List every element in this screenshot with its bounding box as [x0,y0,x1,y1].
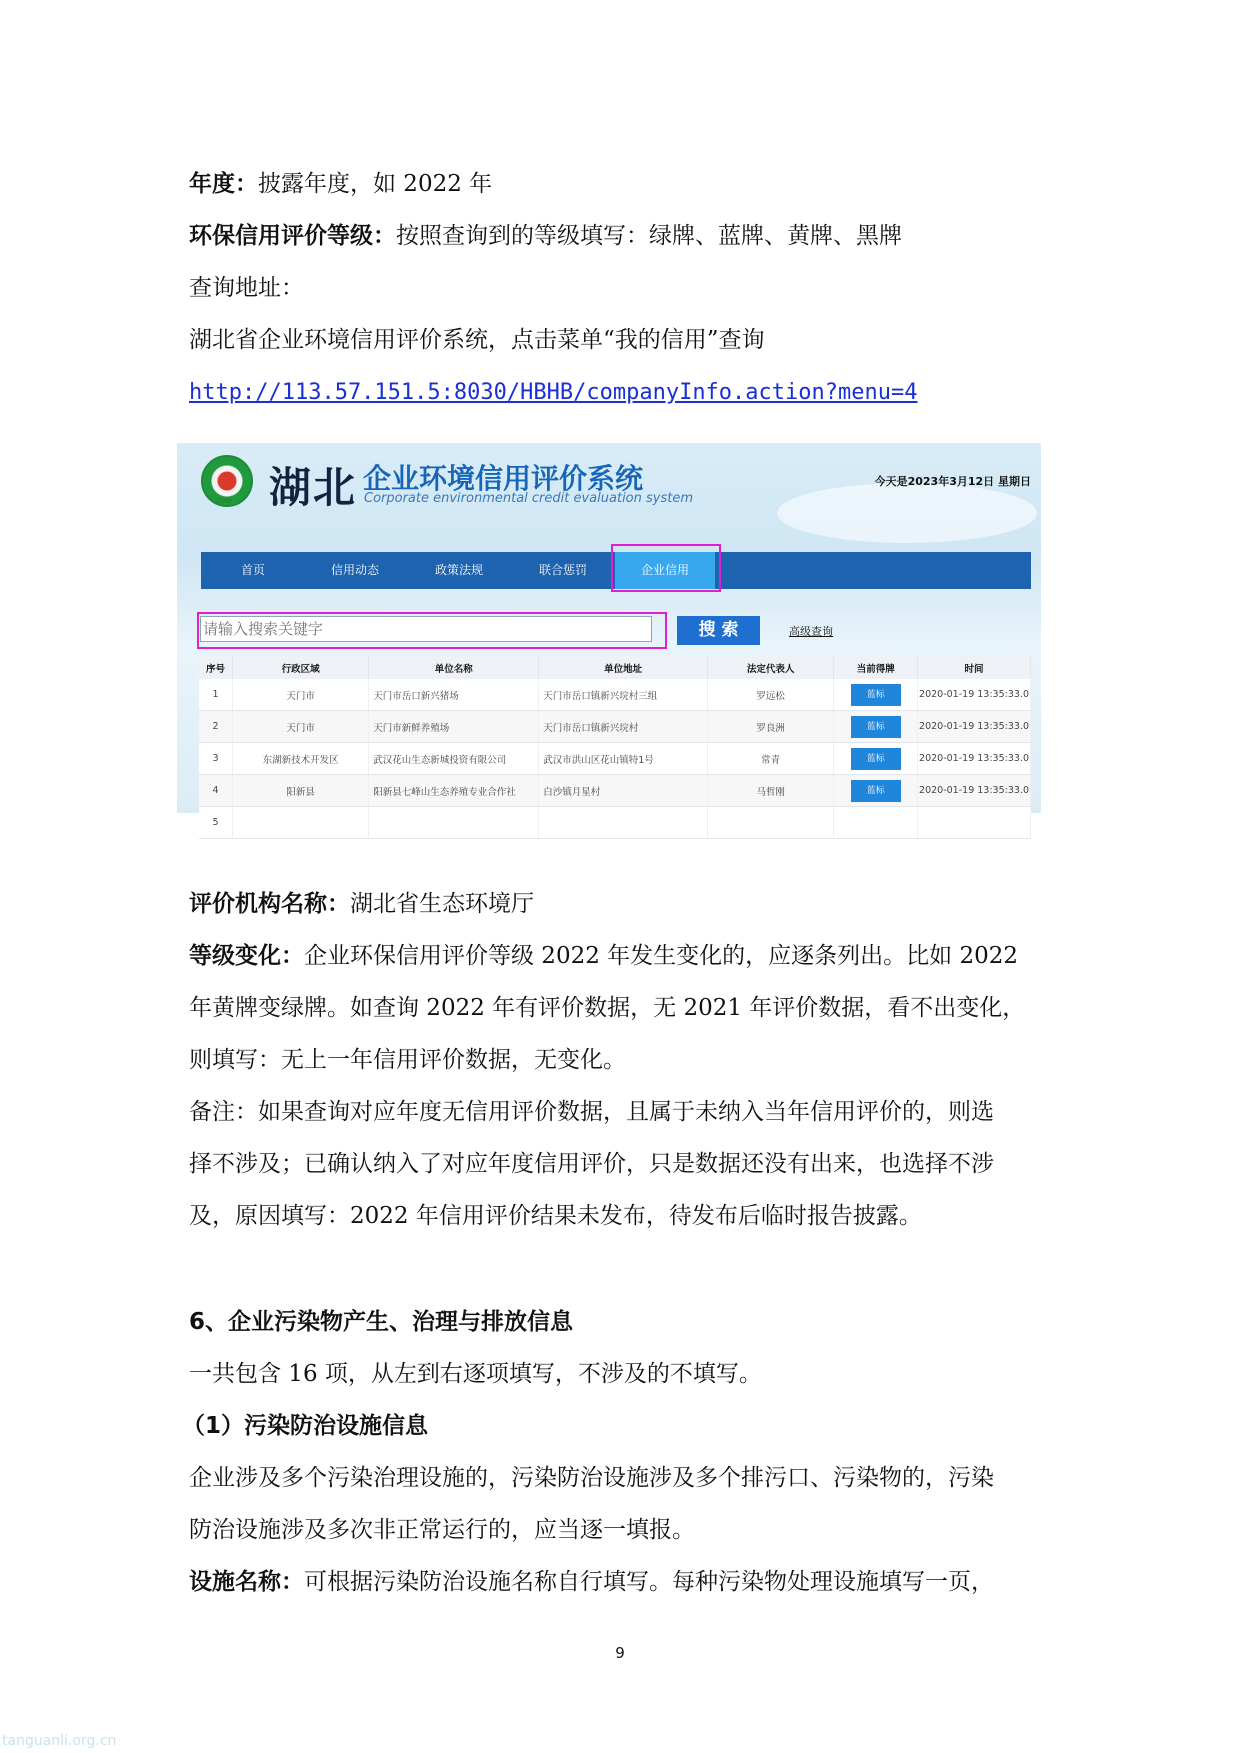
change-label: 等级变化： [189,943,304,969]
cloud-decoration [777,483,1037,543]
cell-region: 东湖新技术开发区 [232,743,368,775]
rating-line [189,221,1059,251]
advanced-search-link[interactable]: 高级查询 [789,625,833,638]
cell-company: 武汉花山生态新城投资有限公司 [369,743,539,775]
agency-line [189,889,1059,919]
table-row[interactable] [199,743,1031,775]
nav-enterprise-credit[interactable]: 企业信用 [615,552,715,589]
results-table [199,656,1031,839]
rating-text: 按照查询到的等级填写：绿牌、蓝牌、黄牌、黑牌 [396,223,902,249]
query-system-desc: 湖北省企业环境信用评价系统，点击菜单“我的信用”查询 [189,327,765,353]
section-6-heading: 6、企业污染物产生、治理与排放信息 [189,1309,574,1335]
subsection-1-line-1: 企业涉及多个污染治理设施的，污染防治设施涉及多个排污口、污染物的，污染 [189,1465,994,1491]
rating-label: 环保信用评价等级： [189,223,396,249]
brand-hubei: 湖北 [269,463,358,512]
cell-time [918,807,1031,839]
rating-badge: 蓝标 [851,780,901,802]
cell-company: 天门市岳口新兴猪场 [369,679,539,711]
cell-time: 2020-01-19 13:35:33.0 [918,743,1031,775]
cell-address: 白沙镇月星村 [539,775,708,807]
cell-legal-rep [707,807,834,839]
col-header: 单位地址 [539,656,708,679]
year-label: 年度： [189,171,258,197]
query-address-label: 查询地址： [189,275,304,301]
cell-time: 2020-01-19 13:35:33.0 [918,711,1031,743]
nav-home[interactable]: 首页 [240,563,265,577]
cell-region [232,807,368,839]
query-url-link[interactable]: http://113.57.151.5:8030/HBHB/companyInfo.action?menu=4 [189,380,918,405]
col-header: 序号 [199,656,232,679]
page-number: 9 [615,1644,625,1662]
table-row[interactable] [199,711,1031,743]
agency-text: 湖北省生态环境厅 [350,891,534,917]
facility-name-line [189,1567,1059,1597]
rating-badge: 蓝标 [851,684,901,706]
query-url-line [189,377,1059,408]
brand-subtitle: Corporate environmental credit evaluation system [364,491,693,506]
nav-highlight-box [611,544,721,592]
facility-name-text: 可根据污染防治设施名称自行填写。每种污染物处理设施填写一页， [304,1569,994,1595]
table-row[interactable] [199,807,1031,839]
col-header: 单位名称 [369,656,539,679]
cell-region: 阳新县 [232,775,368,807]
change-text-1: 企业环保信用评价等级 2022 年发生变化的，应逐条列出。比如 2022 [304,943,1018,969]
emblem-label: ZHB [216,497,233,505]
nav-policy[interactable]: 政策法规 [434,563,483,577]
cell-company: 天门市新鲜养殖场 [369,711,539,743]
cell-index: 5 [199,807,232,839]
nav-credit-news[interactable]: 信用动态 [330,563,379,577]
cell-company: 阳新县七峰山生态养殖专业合作社 [369,775,539,807]
subsection-1-heading: （1）污染防治设施信息 [182,1413,429,1439]
cell-address: 天门市岳口镇新兴垸村 [539,711,708,743]
watermark-text: tanguanli.org.cn [2,1733,117,1749]
change-line-2: 年黄牌变绿牌。如查询 2022 年有评价数据，无 2021 年评价数据，看不出变化， [189,995,1026,1021]
section-6-text: 一共包含 16 项，从左到右逐项填写，不涉及的不填写。 [189,1361,762,1387]
cell-address [539,807,708,839]
cell-index: 4 [199,775,232,807]
cell-rating [834,807,918,839]
cell-legal-rep: 罗远松 [707,679,834,711]
note-line-1: 备注：如果查询对应年度无信用评价数据，且属于未纳入当年信用评价的，则选 [189,1099,994,1125]
cell-legal-rep: 罗良洲 [707,711,834,743]
agency-label: 评价机构名称： [189,891,350,917]
change-line-1 [189,941,1059,971]
col-header: 当前得牌 [834,656,918,679]
cell-legal-rep: 常青 [707,743,834,775]
cell-company [369,807,539,839]
search-input[interactable]: 请输入搜索关键字 [200,616,652,642]
cell-time: 2020-01-19 13:35:33.0 [918,775,1031,807]
cell-rating [834,679,918,711]
note-line-3: 及，原因填写：2022 年信用评价结果未发布，待发布后临时报告披露。 [189,1203,922,1229]
col-header: 法定代表人 [707,656,834,679]
cell-address: 天门市岳口镇新兴垸村三组 [539,679,708,711]
change-line-3: 则填写：无上一年信用评价数据，无变化。 [189,1047,626,1073]
rating-badge: 蓝标 [851,716,901,738]
cell-time: 2020-01-19 13:35:33.0 [918,679,1031,711]
col-header: 行政区域 [232,656,368,679]
cell-region: 天门市 [232,711,368,743]
cell-index: 2 [199,711,232,743]
year-line [189,169,1059,199]
date-display: 今天是2023年3月12日 星期日 [874,475,1031,488]
cell-legal-rep: 马哲刚 [707,775,834,807]
rating-badge: 蓝标 [851,748,901,770]
cell-rating [834,711,918,743]
embedded-screenshot [177,443,1041,828]
cell-region: 天门市 [232,679,368,711]
col-header: 时间 [918,656,1031,679]
table-row[interactable] [199,679,1031,711]
table-row[interactable] [199,775,1031,807]
cell-rating [834,743,918,775]
facility-name-label: 设施名称： [189,1569,304,1595]
note-line-2: 择不涉及；已确认纳入了对应年度信用评价，只是数据还没有出来，也选择不涉 [189,1151,994,1177]
brand-title: 企业环境信用评价系统 [363,462,644,495]
year-text: 披露年度，如 2022 年 [258,171,493,197]
nav-joint-punishment[interactable]: 联合惩罚 [538,563,587,577]
cell-rating [834,775,918,807]
subsection-1-line-2: 防治设施涉及多次非正常运行的，应当逐一填报。 [189,1517,695,1543]
search-button[interactable]: 搜 索 [677,616,760,645]
cell-address: 武汉市洪山区花山镇特1号 [539,743,708,775]
cell-index: 1 [199,679,232,711]
cell-index: 3 [199,743,232,775]
search-highlight-box [197,612,667,649]
